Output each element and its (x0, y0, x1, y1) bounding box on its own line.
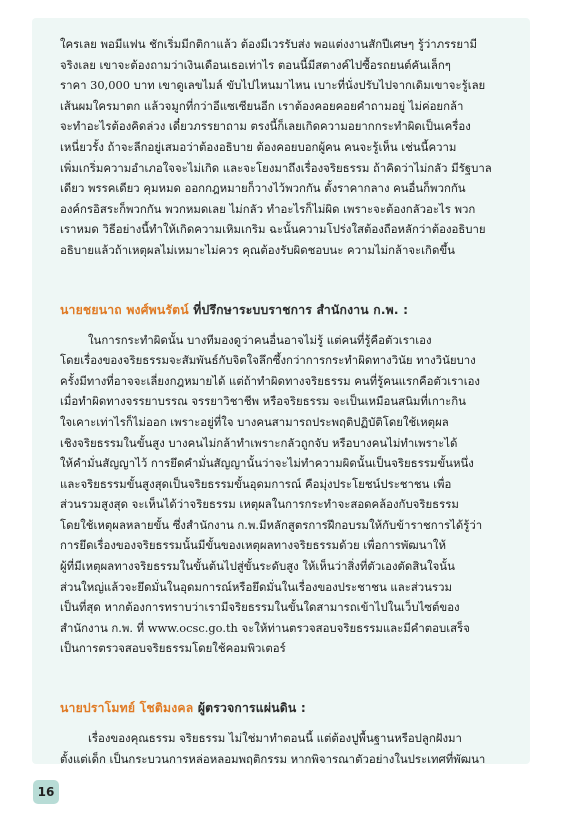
speaker-role: ผู้ตรวจการแผ่นดิน : (197, 701, 306, 716)
text-line: ส่วนรวมสูงสุด จะเห็นได้ว่าจริยธรรม เหตุผลในการกระทำจะสอดคล้องกับจริยธรรม (60, 497, 459, 512)
paragraph-1 (60, 34, 492, 261)
text-line: ตั้งแต่เด็ก เป็นกระบวนการหล่อหลอมพฤติกรรม หากพิจารณาตัวอย่างในประเทศที่พัฒนา (60, 751, 486, 766)
text-line: และจริยธรรมขั้นสูงสุดเป็นจริยธรรมขั้นอุดมการณ์ คือมุ่งประโยชน์ประชาชน เพื่อ (60, 476, 452, 491)
text-line: ในการกระทำผิดนั้น บางทีมองดูว่าคนอื่นอาจไม่รู้ แต่คนที่รู้คือตัวเราเอง (88, 332, 432, 347)
text-line: ราคา 30,000 บาท เขาดูเลขไมล์ ขับไปไหนมาไหน เบาะที่นั่งปรับไปจากเดิมเขาจะรู้เลย (60, 78, 486, 93)
text-line: เป็นการตรวจสอบจริยธรรมโดยใช้คอมพิวเตอร์ (60, 641, 286, 656)
page-number-badge: 16 (33, 780, 59, 804)
paragraph-3 (60, 728, 492, 769)
speaker-heading-1 (60, 301, 492, 320)
text-line: โดยใช้เหตุผลหลายขั้น ซึ่งสำนักงาน ก.พ.มีหลักสูตรการฝึกอบรมให้กับข้าราชการได้รู้ว่า (60, 517, 483, 532)
text-line: เป็นที่สุด หากต้องการทราบว่าเรามีจริยธรรมในขั้นใดสามารถเข้าไปในเว็บไซต์ของ (60, 600, 460, 615)
text-line: เมื่อทำผิดทางจรรยาบรรณ จรรยาวิชาชีพ หรือจริยธรรม จะเป็นเหมือนสนิมที่เกาะกิน (60, 394, 466, 409)
speaker-role: ที่ปรึกษาระบบราชการ สำนักงาน ก.พ. : (193, 302, 409, 317)
text-line: เหนี่ยวรั้ง ถ้าจะลีกอยู่เสมอว่าต้องอธิบาย ต้องคอยบอกผู้คน คนจะรู้เห็น เช่นนี้ความ (60, 139, 457, 154)
text-line: ผู้ที่มีเหตุผลทางจริยธรรมในขั้นต้นไปสู่ขั้นระดับสูง ให้เห็นว่าสิ่งที่ตัวเองตัดสินใจนั้น (60, 559, 455, 574)
section-gap (60, 659, 492, 681)
text-line: เรื่องของคุณธรรม จริยธรรม ไม่ใช่มาทำตอนนี้ แต่ต้องปูพื้นฐานหรือปลูกฝังมา (88, 731, 462, 746)
text-line: การยึดเรื่องของจริยธรรมนั้นมีขั้นของเหตุผลทางจริยธรรมด้วย เพื่อการพัฒนาให้ (60, 538, 446, 553)
text-line: เส้นผมใครมาตก แล้วจมูกที่กว่าอีแซเซียนอีก เราต้องคอยคอยคำถามอยู่ ไม่ค่อยกล้า (60, 98, 464, 113)
text-line: เพิ่มเกริ่มความอำเภอใจจะไม่เกิด และจะโยงมาถึงเรื่องจริยธรรม ถ้าคิดว่าไม่กลัว มีรัฐบาล (60, 160, 492, 175)
text-line: ให้คำมั่นสัญญาไว้ การยึดคำมั่นสัญญานั้นว่าจะไม่ทำความผิดนั้นเป็นจริยธรรมขั้นหนึ่ง (60, 456, 474, 471)
text-line: อธิบายแล้วถ้าเหตุผลไม่เหมาะไม่ควร คุณต้องรับผิดชอบนะ ความไม่กล้าจะเกิดขึ้น (60, 242, 455, 257)
text-line: จะทำอะไรต้องคิดล่วง เดี๋ยวภรรยาถาม ตรงนี้ก็เลยเกิดความอยากกระทำผิดเป็นเครื่อง (60, 119, 471, 134)
text-line: โดยเรื่องของจริยธรรมจะสัมพันธ์กับจิตใจลึกซึ้งกว่าการกระทำผิดทางวินัย ทางวินัยบาง (60, 353, 476, 368)
text-line: เดียว พรรคเดียว คุมหมด ออกกฎหมายก็วางไว้พวกกัน ตั้งราคากลาง คนอื่นก็พวกกัน (60, 181, 466, 196)
text-line: สำนักงาน ก.พ. ที่ www.ocsc.go.th จะให้ท่านตรวจสอบจริยธรรมและมีคำตอบเสร็จ (60, 620, 470, 635)
text-line: ครั้งมีทางที่อาจจะเลี่ยงกฎหมายได้ แต่ถ้าทำผิดทางจริยธรรม คนที่รู้คนแรกคือตัวเราเอง (60, 373, 480, 388)
text-line: เราหมด วิธีอย่างนี้ทำให้เกิดความเหิมเกริม ฉะนั้นความโปร่งใสต้องถือหลักว่าต้องอธิบาย (60, 222, 486, 237)
text-line: ส่วนใหญ่แล้วจะยึดมั่นในอุดมการณ์หรือยึดมั่นในเรื่องของประชาชน และส่วนรวม (60, 579, 452, 594)
text-line: ใครเลย พอมีแฟน ชักเริ่มมีกติกาแล้ว ต้องมีเวรรับส่ง พอแต่งงานสักปีเศษๆ รู้ว่าภรรยามี (60, 37, 477, 51)
text-line: องค์กรอิสระก็พวกกัน พวกหมดเลย ไม่กลัว ทำอะไรก็ไม่ผิด เพราะจะต้องกลัวอะไร พวก (60, 201, 476, 216)
text-line: จริงเลย เขาจะต้องถามว่าเงินเดือนเธอเท่าไร ตอนนี้มีสตางค์ไปซื้อรถยนต์คันเล็กๆ (60, 57, 451, 72)
article-body (60, 34, 492, 769)
section-gap (60, 261, 492, 283)
speaker-heading-2 (60, 699, 492, 718)
text-line: เชิงจริยธรรมในขั้นสูง บางคนไม่กล้าทำเพราะกลัวถูกจับ หรือบางคนไม่ทำเพราะได้ (60, 435, 458, 450)
speaker-name: นายปราโมทย์ โชติมงคล (60, 701, 194, 716)
speaker-name: นายชยนาถ พงศ์พนรัตน์ (60, 302, 189, 317)
text-line: ใจเคาะเท่าไรก็ไม่ออก เพราะอยู่ที่ใจ บางคนสามารถประพฤติปฏิบัติโดยใช้เหตุผล (60, 414, 449, 429)
paragraph-2 (60, 330, 492, 660)
